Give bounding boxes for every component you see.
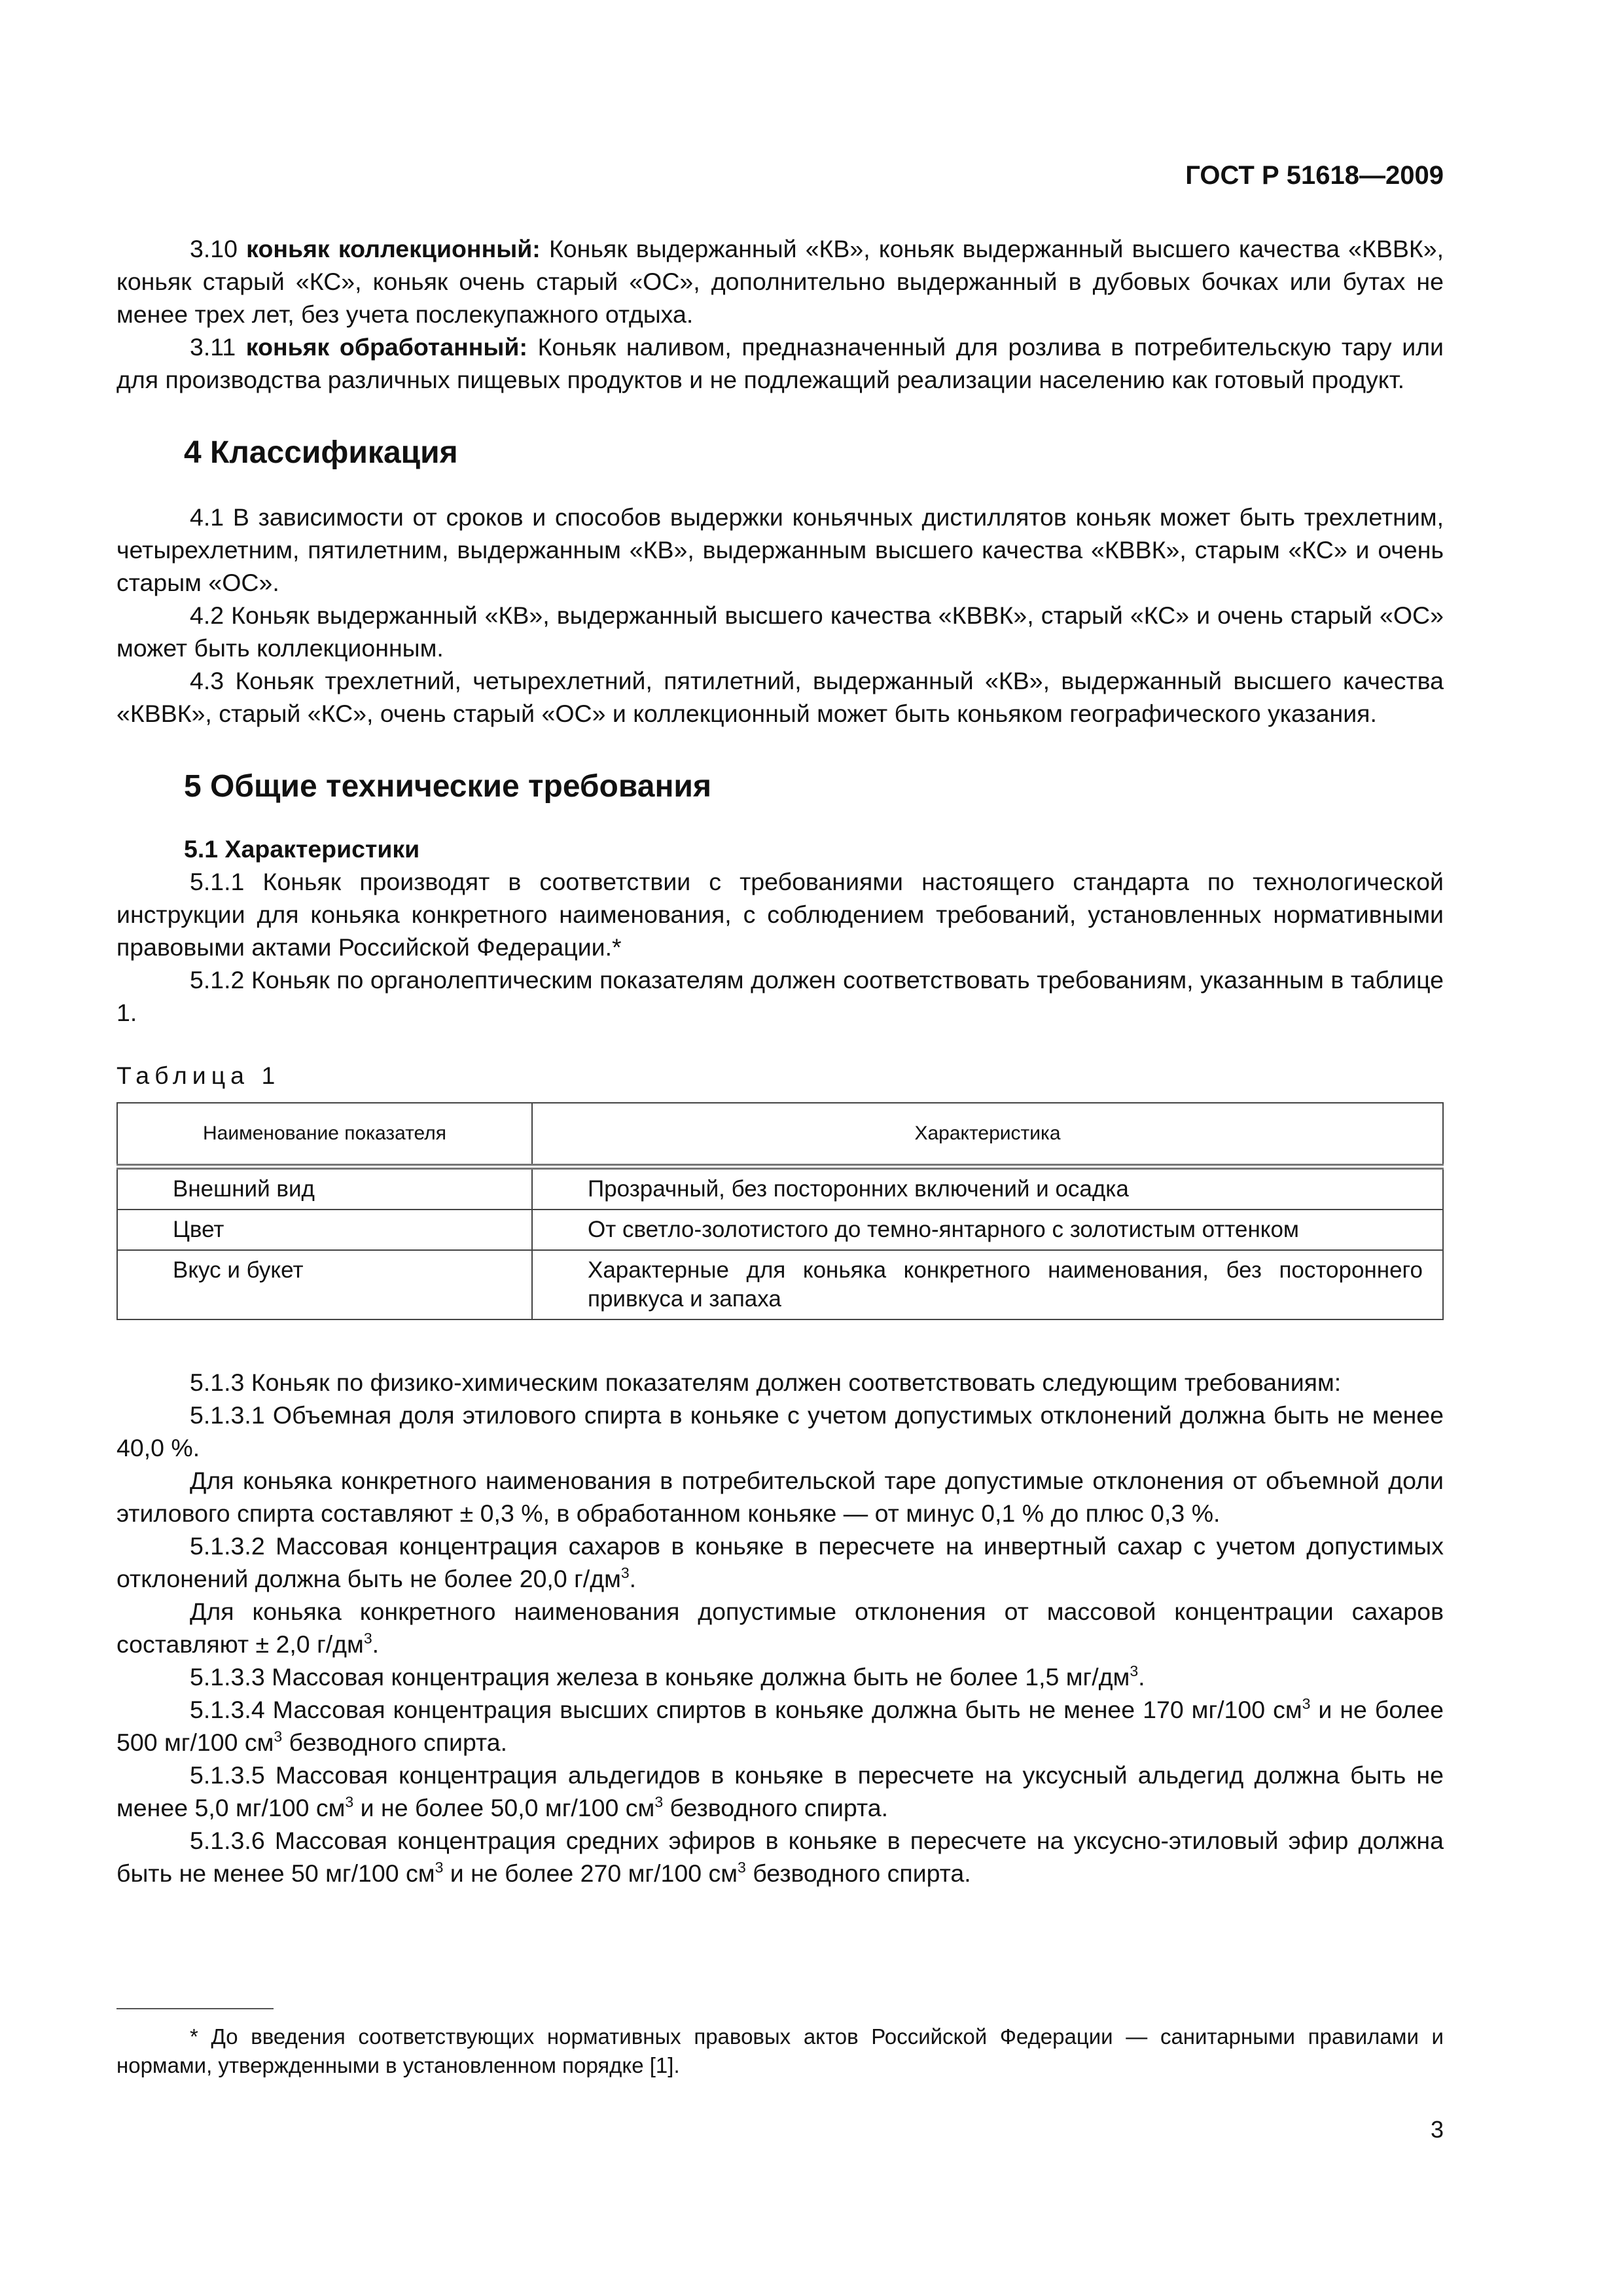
superscript: 3 — [435, 1859, 444, 1876]
superscript: 3 — [738, 1859, 746, 1876]
table-row — [117, 1250, 1443, 1319]
superscript: 3 — [620, 1564, 630, 1581]
footnote-separator — [116, 2008, 274, 2009]
paragraph-3-11 — [116, 331, 1444, 396]
table-cell: Вкус и букет — [117, 1250, 532, 1319]
definition: Коньяк наливом, предназначенный для розлива в потребительскую тару или для производства различных пищевых продуктов и не подлежащий реализации населению как готовый продукт. — [116, 333, 1444, 393]
paragraph-4-2: 4.2 Коньяк выдержанный «КВ», выдержанный высшего качества «КВВК», старый «КС» и очень старый «ОС» может быть коллекционным. — [116, 601, 1444, 662]
superscript: 3 — [654, 1793, 664, 1810]
paragraph-5-1-3-3 — [116, 1660, 1444, 1693]
section-5-heading: 5 Общие технические требования — [184, 769, 711, 804]
paragraph-5-1-3-1-note: Для коньяка конкретного наименования в потребительской таре допустимые отклонения от объемной доли этилового спирта составляют ± 0,3 %, в обработанном коньяке — от минус 0,1 % до плюс 0,3 %. — [116, 1467, 1444, 1527]
paragraph-5-1-2: 5.1.2 Коньяк по органолептическим показателям должен соответствовать требованиям, указанным в таблице 1. — [116, 966, 1444, 1026]
text-part: безводного спирта. — [745, 1859, 971, 1887]
clause-number: 3.10 — [190, 235, 247, 262]
superscript: 3 — [363, 1630, 372, 1647]
superscript: 3 — [345, 1793, 354, 1810]
table-cell: Внешний вид — [117, 1167, 532, 1210]
document-body — [116, 232, 1444, 1890]
superscript: 3 — [1130, 1662, 1139, 1679]
text-part: и не более 500 мг/100 см — [116, 1696, 1444, 1756]
table-cell: От светло-золотистого до темно-янтарного с золотистым оттенком — [532, 1210, 1443, 1250]
text-part: 5.1.3.5 Массовая концентрация альдегидов в коньяке в пересчете на уксусный альдегид должна быть не менее 5,0 мг/100 см — [116, 1761, 1444, 1821]
text-part: 5.1.3.2 Массовая концентрация сахаров в коньяке в пересчете на инвертный сахар с учетом допустимых отклонений должна быть не более 20,0 г/дм — [116, 1532, 1444, 1592]
footnote: * До введения соответствующих нормативных правовых актов Российской Федерации — санитарными правилами и нормами, утвержденными в установленном порядке [1]. — [116, 2024, 1444, 2077]
paragraph-4-1: 4.1 В зависимости от сроков и способов выдержки коньячных дистиллятов коньяк может быть трехлетним, четырехлетним, пятилетним, выдержанным «КВ», выдержанным высшего качества «КВВК», старым «КС» и очень старым «ОС». — [116, 503, 1444, 596]
page-number: 3 — [1430, 2116, 1444, 2143]
table-header-characteristic: Характеристика — [532, 1103, 1443, 1167]
paragraph-5-1-3-5 — [116, 1759, 1444, 1824]
paragraph-5-1-3-2-note — [116, 1595, 1444, 1660]
term: коньяк обработанный: — [245, 333, 527, 361]
text-part: 5.1.3.3 Массовая концентрация железа в коньяке должна быть не более 1,5 мг/дм — [190, 1663, 1130, 1691]
paragraph-5-1-3-1: 5.1.3.1 Объемная доля этилового спирта в коньяке с учетом допустимых отклонений должна быть не менее 40,0 %. — [116, 1401, 1444, 1462]
table-cell: Характерные для коньяка конкретного наименования, без постороннего привкуса и запаха — [532, 1250, 1443, 1319]
definition: Коньяк выдержанный «КВ», коньяк выдержанный высшего качества «КВВК», коньяк старый «КС», коньяк очень старый «ОС», дополнительно выдержанный в дубовых бочках или бутах не менее трех лет, без учета послекупажного отдыха. — [116, 235, 1444, 328]
superscript: 3 — [1302, 1695, 1311, 1712]
text-part: . — [372, 1630, 380, 1658]
standard-code-header: ГОСТ Р 51618—2009 — [1185, 161, 1444, 190]
text-part: и не более 50,0 мг/100 см — [353, 1794, 655, 1821]
paragraph-5-1-3-6 — [116, 1824, 1444, 1890]
section-4-heading: 4 Классификация — [184, 435, 458, 470]
text-part: и не более 270 мг/100 см — [443, 1859, 738, 1887]
clause-number: 3.11 — [190, 333, 246, 361]
text-part: Для коньяка конкретного наименования допустимые отклонения от массовой концентрации сахаров составляют ± 2,0 г/дм — [116, 1598, 1444, 1658]
table-header-indicator: Наименование показателя — [117, 1103, 532, 1167]
paragraph-3-10 — [116, 232, 1444, 331]
text-part: безводного спирта. — [663, 1794, 888, 1821]
subsection-5-1-heading: 5.1 Характеристики — [184, 835, 420, 863]
table-caption: Таблица 1 — [116, 1062, 281, 1089]
superscript: 3 — [274, 1728, 283, 1745]
table-header-row — [117, 1103, 1443, 1167]
table-cell: Прозрачный, без посторонних включений и осадка — [532, 1167, 1443, 1210]
text-part: . — [1138, 1663, 1145, 1691]
table-1 — [116, 1102, 1444, 1320]
paragraph-5-1-1: 5.1.1 Коньяк производят в соответствии с требованиями настоящего стандарта по технологической инструкции для коньяка конкретного наименования, с соблюдением требований, установленных нормативными правовыми актами Российской Федерации.* — [116, 868, 1444, 961]
paragraph-5-1-3-4 — [116, 1693, 1444, 1759]
paragraph-4-3: 4.3 Коньяк трехлетний, четырехлетний, пятилетний, выдержанный «КВ», выдержанный высшего качества «КВВК», старый «КС», очень старый «ОС» и коллекционный может быть коньяком географического указания. — [116, 667, 1444, 727]
paragraph-5-1-3: 5.1.3 Коньяк по физико-химическим показателям должен соответствовать следующим требованиям: — [190, 1369, 1342, 1396]
text-part: . — [629, 1565, 637, 1592]
table-row — [117, 1210, 1443, 1250]
text-part: 5.1.3.6 Массовая концентрация средних эфиров в коньяке в пересчете на уксусно-этиловый эфир должна быть не менее 50 мг/100 см — [116, 1827, 1444, 1887]
table-row — [117, 1167, 1443, 1210]
table-cell: Цвет — [117, 1210, 532, 1250]
text-part: 5.1.3.4 Массовая концентрация высших спиртов в коньяке должна быть не менее 170 мг/100 см — [190, 1696, 1302, 1723]
text-part: безводного спирта. — [282, 1729, 508, 1756]
term: коньяк коллекционный: — [246, 235, 541, 262]
paragraph-5-1-3-2 — [116, 1530, 1444, 1595]
